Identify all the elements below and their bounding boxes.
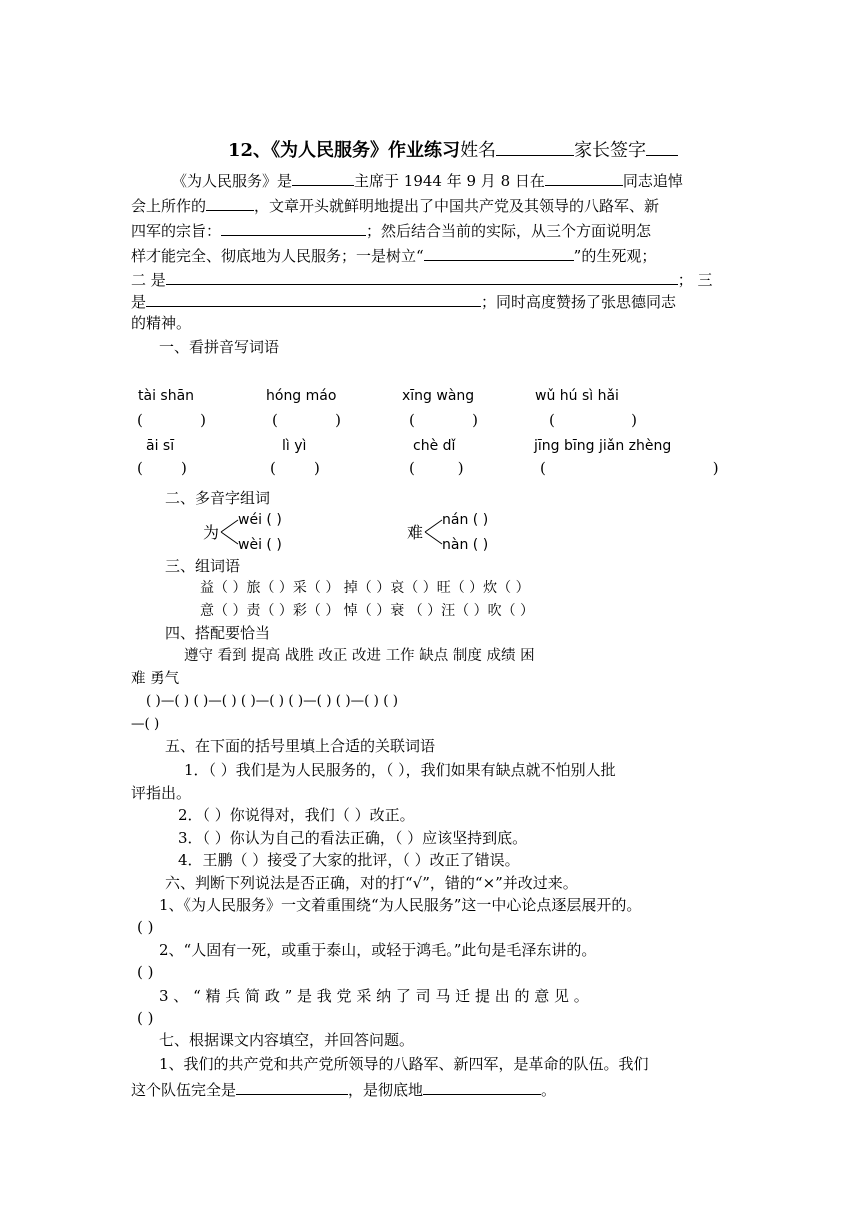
polyphone-1b[interactable]: wèi ( ) — [238, 537, 282, 553]
blank-comrade[interactable] — [545, 169, 623, 186]
fill-text: 这个队伍完全是 — [131, 1081, 237, 1099]
pinyin-7: chè dǐ — [413, 438, 456, 454]
intro-text: ，文章开头就鲜明地提出了中国共产党及其领导的八路军、新 — [254, 197, 660, 215]
intro-text: 《为人民服务》是 — [172, 172, 293, 190]
blank-chairman[interactable] — [292, 169, 354, 186]
fill-text: ，是彻底地 — [348, 1081, 424, 1099]
brace-lines-2 — [424, 515, 444, 549]
polyphone-2b[interactable]: nàn ( ) — [442, 537, 489, 553]
answer-paren-8[interactable]: ( ) — [540, 459, 719, 477]
answer-paren-3[interactable]: ( ) — [409, 411, 478, 429]
intro-line-6 — [131, 290, 676, 312]
fill-text: 。 — [541, 1081, 557, 1099]
section-1-title: 一、看拼音写词语 — [159, 338, 280, 356]
intro-text: 二 是 — [131, 271, 166, 289]
answer-paren-5[interactable]: ( ) — [137, 459, 187, 477]
intro-text: ； 三 — [677, 271, 713, 289]
judge-q3-paren[interactable]: ( ) — [137, 1009, 154, 1027]
section-4-title: 四、搭配要恰当 — [165, 624, 271, 642]
worksheet-title — [228, 139, 678, 162]
section-3-title: 三、组词语 — [165, 557, 241, 575]
answer-paren-6[interactable]: ( ) — [270, 459, 320, 477]
conjunction-q1[interactable]: 1．（ ）我们是为人民服务的，（ ），我们如果有缺点就不怕别人批 — [184, 761, 616, 779]
parent-signature-blank[interactable] — [646, 139, 678, 156]
pinyin-8: jīng bīng jiǎn zhèng — [534, 438, 672, 454]
pinyin-2: hóng máo — [266, 388, 337, 404]
judge-q2-paren[interactable]: ( ) — [137, 963, 154, 981]
fill-q1: 1、我们的共产党和共产党所领导的八路军、新四军，是革命的队伍。我们 — [159, 1055, 649, 1073]
conjunction-q3[interactable]: 3．（ ）你认为自己的看法正确，（ ）应该坚持到底。 — [178, 829, 528, 847]
judge-q3: 3 、 “ 精 兵 简 政 ” 是 我 党 采 纳 了 司 马 迁 提 出 的 意 见 。 — [159, 987, 589, 1005]
section-6-title: 六、判断下列说法是否正确，对的打“√”，错的“×”并改过来。 — [165, 874, 578, 892]
judge-q1-paren[interactable]: ( ) — [137, 918, 154, 936]
fill-q1-line-2 — [131, 1078, 556, 1100]
name-label: 姓名 — [460, 140, 497, 161]
lesson-title: 《为人民服务》作业练习 — [271, 140, 461, 161]
brace-lines-1 — [220, 515, 240, 549]
matching-words: 遵守 看到 提高 战胜 改正 改进 工作 缺点 制度 成绩 困 — [184, 648, 535, 664]
judge-q1: 1、《为人民服务》一文着重围绕“为人民服务”这一中心论点逐层展开的。 — [159, 896, 642, 914]
matching-blanks-2[interactable]: —( ) — [131, 716, 160, 732]
intro-text: 四军的宗旨： — [131, 222, 222, 240]
answer-paren-1[interactable]: ( ) — [137, 411, 206, 429]
word-group-row-1[interactable]: 益（ ）旅（ ）采（ ） 掉（ ）哀（ ）旺（ ）炊（ ） — [200, 580, 530, 596]
intro-line-7: 的精神。 — [131, 314, 192, 332]
blank-purpose[interactable] — [221, 219, 366, 236]
conjunction-q1-cont: 评指出。 — [131, 784, 192, 802]
section-5-title: 五、在下面的括号里填上合适的关联词语 — [165, 737, 436, 755]
polyphone-2a[interactable]: nán ( ) — [442, 512, 489, 528]
blank-life-view[interactable] — [424, 244, 574, 261]
word-group-row-2[interactable]: 意（ ）责（ ）彩（ ） 悼（ ）衰 （ ）汪（ ）吹（ ） — [200, 603, 535, 619]
matching-blanks[interactable]: ( )—( ) ( )—( ) ( )—( ) ( )—( ) ( )—( ) ( ) — [146, 693, 399, 709]
intro-line-4 — [131, 244, 656, 266]
polyphone-char-1: 为 — [203, 523, 220, 542]
judge-q2: 2、“人固有一死，或重于泰山，或轻于鸿毛。”此句是毛泽东讲的。 — [159, 941, 597, 959]
intro-text: ”的生死观； — [573, 247, 657, 265]
pinyin-1: tài shān — [138, 388, 195, 404]
section-7-title: 七、根据课文内容填空，并回答问题。 — [159, 1031, 415, 1049]
pinyin-5: āi sī — [146, 438, 175, 454]
fill-blank-2[interactable] — [423, 1078, 541, 1095]
intro-text: 同志追悼 — [622, 172, 683, 190]
intro-line-1 — [172, 169, 683, 191]
name-blank[interactable] — [496, 139, 574, 156]
blank-speech[interactable] — [206, 194, 254, 211]
intro-text: 主席于 1944 年 9 月 8 日在 — [354, 172, 545, 190]
pinyin-4: wǔ hú sì hǎi — [535, 388, 619, 404]
pinyin-6: lì yì — [282, 438, 307, 454]
intro-text: ；然后结合当前的实际，从三个方面说明怎 — [366, 222, 652, 240]
answer-paren-4[interactable]: ( ) — [549, 411, 637, 429]
pinyin-3: xīng wàng — [402, 388, 475, 404]
intro-line-5 — [131, 268, 713, 290]
intro-text: ；同时高度赞扬了张思德同志 — [481, 293, 677, 311]
intro-line-3 — [131, 219, 651, 241]
blank-third[interactable] — [146, 290, 481, 307]
intro-text: 是 — [131, 293, 147, 311]
polyphone-char-2: 难 — [407, 523, 424, 542]
parent-signature-label: 家长签字 — [574, 140, 647, 161]
conjunction-q4[interactable]: 4．王鹏（ ）接受了大家的批评，（ ）改正了错误。 — [178, 851, 520, 869]
polyphone-1a[interactable]: wéi ( ) — [238, 512, 282, 528]
answer-paren-2[interactable]: ( ) — [272, 411, 341, 429]
matching-words-2: 难 勇气 — [131, 671, 180, 687]
answer-paren-7[interactable]: ( ) — [409, 459, 464, 477]
intro-line-2 — [131, 194, 659, 216]
section-2-title: 二、多音字组词 — [165, 489, 271, 507]
intro-text: 会上所作的 — [131, 197, 207, 215]
intro-text: 样才能完全、彻底地为人民服务；一是树立“ — [131, 247, 424, 265]
fill-blank-1[interactable] — [236, 1078, 348, 1095]
lesson-number: 12、 — [228, 140, 272, 161]
blank-second[interactable] — [166, 268, 678, 285]
conjunction-q2[interactable]: 2．（ ）你说得对，我们（ ）改正。 — [178, 806, 415, 824]
